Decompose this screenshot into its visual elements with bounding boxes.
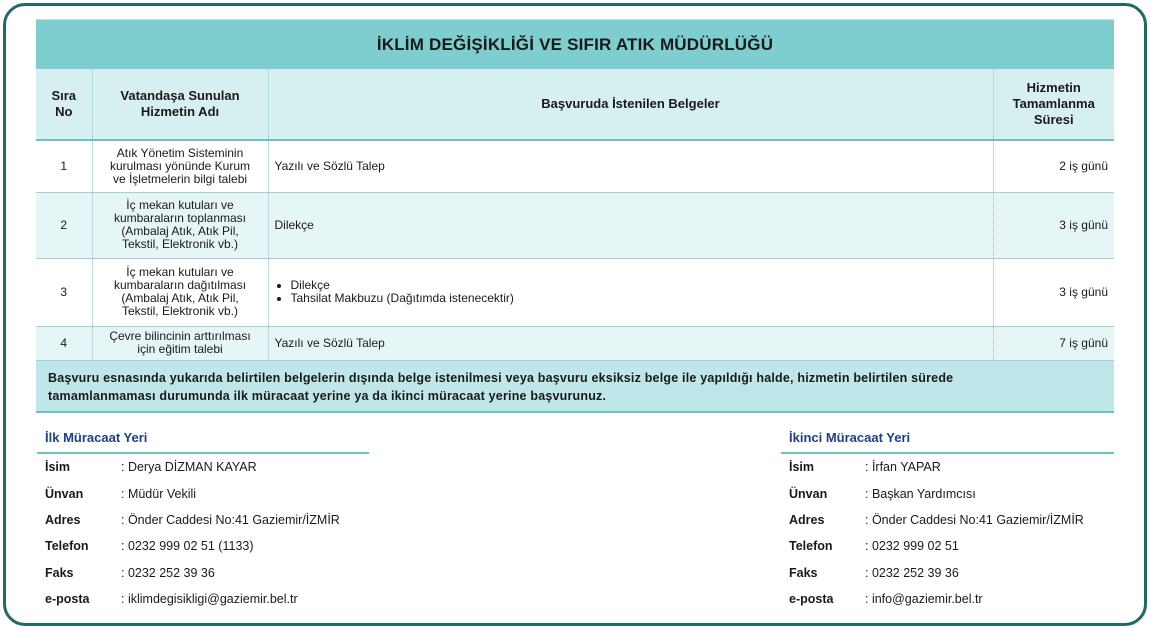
- header-no: Sıra No: [36, 69, 92, 140]
- first-contact-block: [37, 430, 369, 612]
- row-duration: 3 iş günü: [993, 258, 1114, 326]
- table-row: [36, 326, 1114, 360]
- contact-row-name: İsim : Derya DİZMAN KAYAR: [45, 460, 257, 475]
- row-no: 1: [36, 140, 92, 192]
- first-contact-heading: İlk Müracaat Yeri: [37, 430, 369, 454]
- row-duration: 2 iş günü: [993, 140, 1114, 192]
- list-item: • Tahsilat Makbuzu (Dağıtımda istenecektir): [291, 292, 987, 305]
- second-contact-block: [781, 430, 1114, 612]
- notice-box: Başvuru esnasında yukarıda belirtilen belgelerin dışında belge istenilmesi veya başvuru eksiksiz belge ile yapıldığı halde, hizmetin belirtilen sürede tamamlanmaması durumunda ilk müracaat yerine ya da ikinci müracaat yerine başvurunuz.: [36, 361, 1114, 413]
- contact-row-phone: Telefon : 0232 999 02 51: [789, 539, 959, 554]
- row-duration: 7 iş günü: [993, 326, 1114, 360]
- row-duration: 3 iş günü: [993, 192, 1114, 258]
- row-service-name: Çevre bilincinin arttırılması için eğitim talebi: [92, 326, 268, 360]
- row-documents: Yazılı ve Sözlü Talep: [268, 140, 993, 192]
- header-duration: Hizmetin Tamamlanma Süresi: [993, 69, 1114, 140]
- header-service-name: Vatandaşa Sunulan Hizmetin Adı: [92, 69, 268, 140]
- table-row: [36, 192, 1114, 258]
- contact-row-email: e-posta : info@gaziemir.bel.tr: [789, 592, 983, 607]
- contact-row-phone: Telefon : 0232 999 02 51 (1133): [45, 539, 254, 554]
- page-title: İKLİM DEĞİŞİKLİĞİ VE SIFIR ATIK MÜDÜRLÜĞÜ: [36, 19, 1114, 69]
- table-row: [36, 258, 1114, 326]
- list-item: • Dilekçe: [291, 279, 987, 292]
- row-service-name: İç mekan kutuları ve kumbaraların toplanması (Ambalaj Atık, Atık Pil, Tekstil, Elektronik vb.): [92, 192, 268, 258]
- contact-row-title: Ünvan : Müdür Vekili: [45, 486, 197, 501]
- row-documents: Yazılı ve Sözlü Talep: [268, 326, 993, 360]
- contact-row-fax: Faks : 0232 252 39 36: [45, 565, 215, 580]
- table-header-row: [36, 69, 1114, 140]
- contact-row-address: Adres : Önder Caddesi No:41 Gaziemir/İZMİR: [45, 512, 340, 527]
- table-row: [36, 140, 1114, 192]
- contact-row-name: İsim : İrfan YAPAR: [789, 460, 941, 475]
- row-documents: Dilekçe: [268, 192, 993, 258]
- contact-row-title: Ünvan : Başkan Yardımcısı: [789, 486, 976, 501]
- contact-row-address: Adres : Önder Caddesi No:41 Gaziemir/İZMİR: [789, 512, 1084, 527]
- service-board: [36, 19, 1114, 413]
- row-no: 4: [36, 326, 92, 360]
- header-documents: Başvuruda İstenilen Belgeler: [268, 69, 993, 140]
- row-no: 3: [36, 258, 92, 326]
- row-documents: [268, 258, 993, 326]
- row-service-name: İç mekan kutuları ve kumbaraların dağıtılması (Ambalaj Atık, Atık Pil, Tekstil, Elektronik vb.): [92, 258, 268, 326]
- row-service-name: Atık Yönetim Sisteminin kurulması yönünde Kurum ve İşletmelerin bilgi talebi: [92, 140, 268, 192]
- documents-list: [275, 279, 987, 305]
- row-no: 2: [36, 192, 92, 258]
- second-contact-heading: İkinci Müracaat Yeri: [781, 430, 1114, 454]
- service-table: [36, 69, 1114, 361]
- contact-row-fax: Faks : 0232 252 39 36: [789, 565, 959, 580]
- contact-row-email: e-posta : iklimdegisikligi@gaziemir.bel.tr: [45, 592, 298, 607]
